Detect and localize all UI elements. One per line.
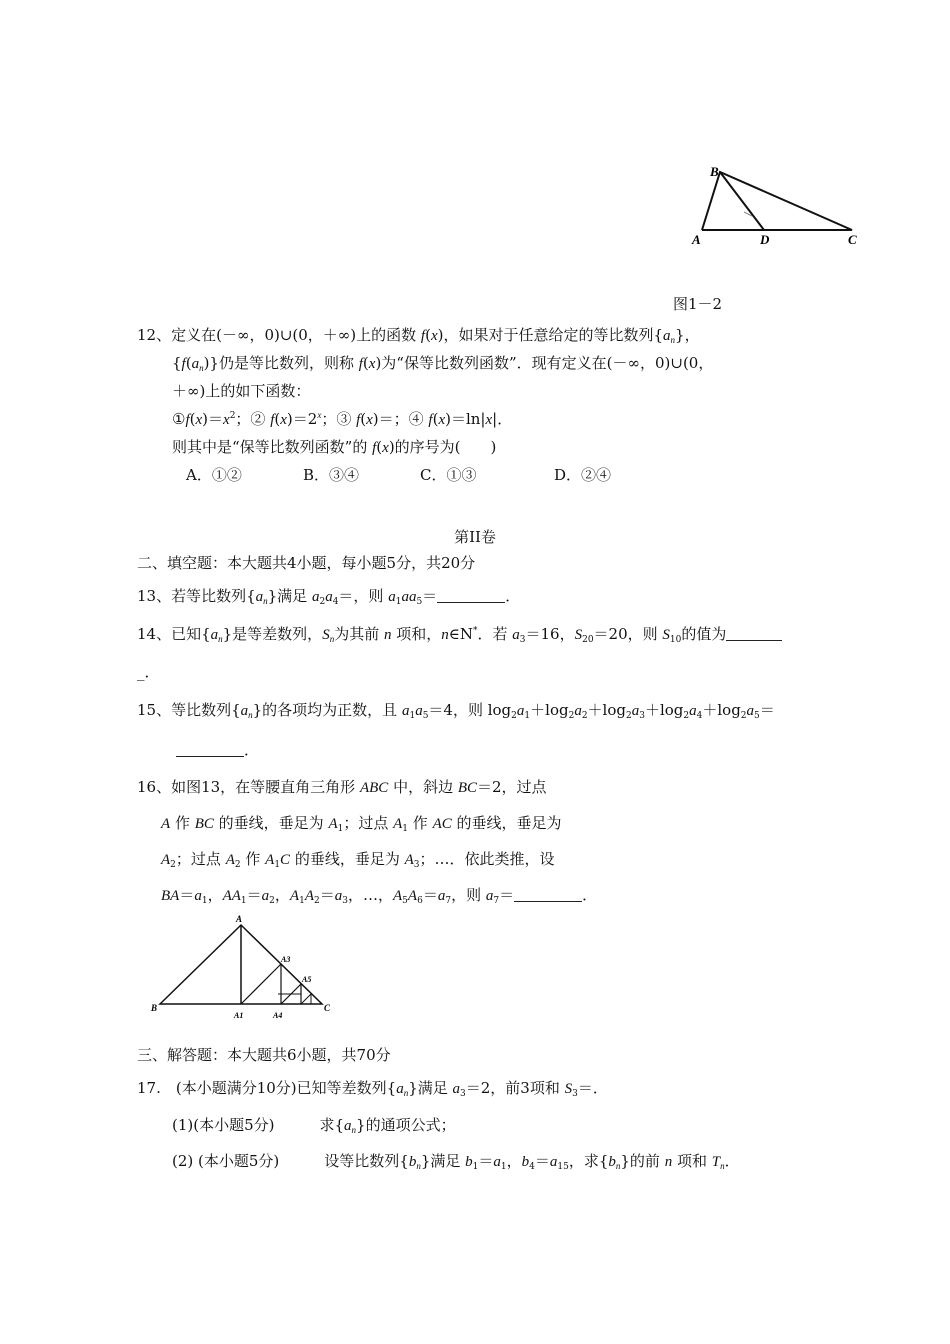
q16-line1: 16、如图13，在等腰直角三角形 ABC 中，斜边 BC＝2，过点 [137, 778, 547, 796]
part2-title: 第II卷 [454, 528, 496, 546]
triangle-abc-outline [702, 172, 852, 230]
q12-number: 12、 [137, 326, 172, 344]
q12-option-d: D．②④ [554, 466, 612, 484]
fig13-label-a: A [236, 914, 243, 924]
q14-line1: 14、已知$\{a_n\}$是等差数列，$S_n$为其前 n 项和，n∈N*．若 $a_3=16$，$S_{20}=20$，则 $S_{10}$的值为 [137, 624, 782, 645]
q12-line1: 12、定义在(－∞，0)∪(0，＋∞)上的函数 f(x)，如果对于任意给定的等比数列$\{a_n\}$， [137, 326, 700, 345]
q17: 17. (本小题满分10分)已知等差数列$\{a_n\}$满足 $a_3=2$，前3项和 $S_3=$． [137, 1079, 608, 1099]
perp-a5-a6 [301, 994, 311, 1004]
q16-line4: $BA=a_1$，$AA_1=a_2$，$A_1A_2=a_3$，…，$A_5A_6=a_7$，则 $a_7=$ ． [161, 886, 598, 906]
label-b: B [710, 164, 719, 179]
q16-line2: A 作 BC 的垂线，垂足为 $A_1$；过点 $A_1$ 作 AC 的垂线，垂足为 [161, 814, 562, 834]
label-c: C [848, 232, 857, 247]
q12-line3: ＋∞)上的如下函数： [172, 382, 311, 400]
perp-a1-a2 [241, 964, 281, 1004]
q12-line5: 则其中是“保等比数列函数”的 f(x)的序号为( ) [172, 438, 497, 456]
fig13-label-c: C [324, 1003, 331, 1013]
figure-1-2-caption: 图1－2 [673, 295, 723, 313]
figure-1-2-triangle [688, 162, 868, 252]
fig13-label-a3: A3 [281, 955, 291, 964]
fig13-label-a4: A4 [273, 1011, 283, 1020]
fig13-label-b: B [151, 1003, 158, 1013]
q12-line2: $\{f(a_n)\}$仍是等比数列，则称 f(x)为“保等比数列函数”．现有定义在(－∞，0)∪(0， [172, 354, 714, 373]
q17-part2: (2) (本小题5分) 设等比数列$\{b_n\}$满足 $b_1=a_1$，$b_4=a_{15}$，求$\{b_n\}$的前 n 项和 $T_n$． [172, 1152, 740, 1172]
fig13-label-a5: A5 [302, 975, 312, 984]
q15-line2: ． [176, 740, 259, 760]
q12-options [186, 465, 611, 485]
section3-heading: 三、解答题：本大题共6小题，共70分 [137, 1046, 391, 1064]
fig13-label-a1: A1 [234, 1011, 244, 1020]
q14-answer-blank[interactable] [726, 626, 782, 641]
q12-line4: $①f(x)=x^2$；② $f(x)=2^x$；③ f(x)＝；④ f(x)＝ln|x|． [172, 410, 513, 428]
q17-part1: (1)(本小题5分) 求$\{a_n\}$的通项公式； [172, 1116, 456, 1135]
q13-answer-blank[interactable] [437, 588, 505, 603]
q12-option-a: A．①② [186, 466, 242, 484]
q12-option-c: C．①③ [420, 466, 477, 484]
q16-line3: $A_2$；过点 $A_2$ 作 $A_1C$ 的垂线，垂足为 $A_3$；…．依此类推，设 [161, 850, 555, 870]
figure-13-triangle [150, 912, 350, 1024]
q12-option-b: B．③④ [303, 466, 360, 484]
q15-line1: 15、等比数列$\{a_n\}$的各项均为正数，且 $a_1a_5=4$，则 $\log_2a_1+\log_2a_2+\log_2a_3+\log_2a_4+\log_2a_5=$ [137, 701, 775, 721]
label-a: A [692, 232, 701, 247]
q14-line2: _． [137, 663, 160, 681]
q16-answer-blank[interactable] [514, 887, 582, 902]
q15-answer-blank[interactable] [176, 742, 244, 757]
q13: 13、若等比数列$\{a_n\}$满足 $a_2a_4=$，则 $a_1aa_5=$ ． [137, 587, 521, 607]
section2-heading: 二、填空题：本大题共4小题，每小题5分，共20分 [137, 554, 476, 572]
label-d: D [760, 232, 770, 247]
